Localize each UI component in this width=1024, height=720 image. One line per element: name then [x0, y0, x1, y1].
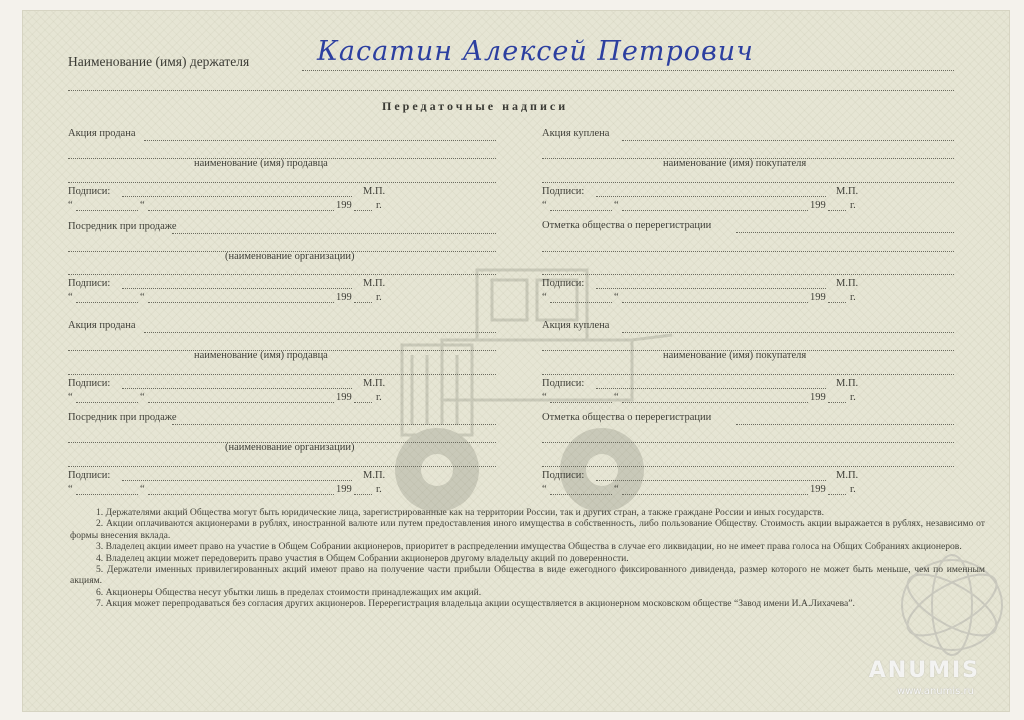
- date-quote-close: “: [614, 292, 619, 303]
- rule: [542, 466, 954, 467]
- rule: [622, 332, 954, 333]
- rule: [148, 402, 334, 403]
- rule: [828, 494, 846, 495]
- date-quote-close: “: [614, 484, 619, 495]
- reg-mark-label: Отметка общества о перерегистрации: [542, 412, 712, 423]
- signatures-label: Подписи:: [68, 378, 111, 389]
- watermark-brand: ANUMIS: [868, 658, 980, 683]
- rule: [622, 210, 808, 211]
- rule: [68, 374, 496, 375]
- signatures-label: Подписи:: [542, 186, 585, 197]
- rule: [76, 402, 138, 403]
- year-suffix: г.: [850, 292, 856, 303]
- rule: [122, 480, 352, 481]
- org-name-caption: (наименование организации): [225, 442, 355, 453]
- rule: [828, 302, 846, 303]
- rule: [172, 233, 496, 234]
- rule: [144, 332, 496, 333]
- rule: [828, 210, 846, 211]
- rule: [542, 374, 954, 375]
- rule: [76, 302, 138, 303]
- rule: [76, 210, 138, 211]
- broker-label: Посредник при продаже: [68, 412, 177, 423]
- rule: [122, 288, 352, 289]
- note-item: 2. Акции оплачиваются акционерами в рублях, иностранной валюте или путем предоставления иного имущества в собственность, либо пользование Обществу. Стоимость акции выражается в рублях, независимо от формы внесения вклада.: [70, 518, 985, 541]
- rule: [354, 402, 372, 403]
- rule: [68, 182, 496, 183]
- date-quote-close: “: [140, 200, 145, 211]
- year-suffix: г.: [376, 484, 382, 495]
- stamp-label: М.П.: [836, 470, 859, 481]
- buyer-name-caption: наименование (имя) покупателя: [663, 350, 807, 361]
- year-prefix: 199: [336, 292, 352, 303]
- date-quote-open: “: [542, 292, 547, 303]
- signatures-label: Подписи:: [542, 278, 585, 289]
- year-prefix: 199: [810, 484, 826, 495]
- share-sold-label: Акция продана: [68, 128, 136, 139]
- date-quote-open: “: [68, 200, 73, 211]
- signatures-label: Подписи:: [68, 278, 111, 289]
- seller-name-caption: наименование (имя) продавца: [194, 158, 328, 169]
- rule: [596, 480, 826, 481]
- share-certificate-back: [22, 10, 1010, 712]
- rule: [828, 402, 846, 403]
- broker-label: Посредник при продаже: [68, 221, 177, 232]
- date-quote-close: “: [140, 392, 145, 403]
- stamp-label: М.П.: [836, 278, 859, 289]
- note-item: 4. Владелец акции может передоверить право участия в Общем Собрании акционеров другому владельцу акций по доверенности.: [96, 552, 629, 564]
- year-prefix: 199: [336, 200, 352, 211]
- share-sold-label: Акция продана: [68, 320, 136, 331]
- rule: [122, 196, 352, 197]
- truck-illustration: [382, 265, 682, 525]
- rule: [596, 196, 826, 197]
- stamp-label: М.П.: [363, 378, 386, 389]
- signatures-label: Подписи:: [68, 186, 111, 197]
- holder-label: Наименование (имя) держателя: [68, 54, 250, 69]
- rule: [622, 402, 808, 403]
- rule: [148, 494, 334, 495]
- rule: [550, 494, 612, 495]
- buyer-name-caption: наименование (имя) покупателя: [663, 158, 807, 169]
- date-quote-open: “: [68, 292, 73, 303]
- date-quote-close: “: [140, 292, 145, 303]
- year-suffix: г.: [376, 392, 382, 403]
- rule: [68, 274, 496, 275]
- note-item: 5. Держатели именных привилегированных акций имеют право на получение части прибыли Общества в виде ежегодного фиксированного дивиденда, размер которого не может быть меньше, чем по именным акциям.: [70, 564, 985, 587]
- year-suffix: г.: [850, 392, 856, 403]
- date-quote-close: “: [614, 392, 619, 403]
- rule: [736, 424, 954, 425]
- rule: [148, 302, 334, 303]
- rule: [144, 140, 496, 141]
- share-bought-label: Акция куплена: [542, 128, 610, 139]
- rule: [354, 210, 372, 211]
- note-item: 1. Держателями акций Общества могут быть юридические лица, зарегистрированные как на территории России, так и других стран, а также граждане России и иных государств.: [96, 507, 825, 518]
- rule: [622, 302, 808, 303]
- holder-line: [302, 70, 954, 71]
- rule: [596, 388, 826, 389]
- rule: [76, 494, 138, 495]
- signatures-label: Подписи:: [68, 470, 111, 481]
- note-item: 7. Акция может перепродаваться без согласия других акционеров. Перерегистрация владельца акции осуществляется в акционерном московском обществе “Завод имени И.А.Лихачева”.: [96, 598, 855, 610]
- year-suffix: г.: [850, 200, 856, 211]
- date-quote-open: “: [68, 484, 73, 495]
- rule: [542, 251, 954, 252]
- watermark-url: www.anumis.ru: [897, 686, 974, 697]
- year-prefix: 199: [810, 292, 826, 303]
- rule: [354, 494, 372, 495]
- seller-name-caption: наименование (имя) продавца: [194, 350, 328, 361]
- share-bought-label: Акция куплена: [542, 320, 610, 331]
- year-suffix: г.: [376, 292, 382, 303]
- stamp-label: М.П.: [836, 378, 859, 389]
- holder-name-signature: Касатин Алексей Петрович: [317, 36, 754, 67]
- rule: [172, 424, 496, 425]
- year-suffix: г.: [376, 200, 382, 211]
- date-quote-close: “: [614, 200, 619, 211]
- rule: [542, 182, 954, 183]
- reg-mark-label: Отметка общества о перерегистрации: [542, 220, 712, 231]
- rule: [622, 140, 954, 141]
- rule: [148, 210, 334, 211]
- stamp-label: М.П.: [836, 186, 859, 197]
- rule: [736, 232, 954, 233]
- rule: [622, 494, 808, 495]
- signatures-label: Подписи:: [542, 378, 585, 389]
- date-quote-close: “: [140, 484, 145, 495]
- date-quote-open: “: [542, 200, 547, 211]
- terms-notes: [70, 507, 985, 610]
- section-heading: Передаточные надписи: [382, 99, 569, 113]
- stamp-label: М.П.: [363, 470, 386, 481]
- year-prefix: 199: [336, 392, 352, 403]
- rule: [550, 302, 612, 303]
- year-prefix: 199: [810, 392, 826, 403]
- date-quote-open: “: [542, 484, 547, 495]
- stamp-label: М.П.: [363, 186, 386, 197]
- note-item: 6. Акционеры Общества несут убытки лишь в пределах стоимости принадлежащих им акций.: [96, 586, 482, 598]
- stamp-label: М.П.: [363, 278, 386, 289]
- date-quote-open: “: [68, 392, 73, 403]
- org-name-caption: (наименование организации): [225, 251, 355, 262]
- rule: [542, 274, 954, 275]
- rule: [550, 402, 612, 403]
- holder-line-2: [68, 90, 954, 91]
- rule: [354, 302, 372, 303]
- rule: [68, 466, 496, 467]
- year-prefix: 199: [336, 484, 352, 495]
- rule: [122, 388, 352, 389]
- rule: [542, 442, 954, 443]
- date-quote-open: “: [542, 392, 547, 403]
- year-suffix: г.: [850, 484, 856, 495]
- signatures-label: Подписи:: [542, 470, 585, 481]
- rule: [550, 210, 612, 211]
- rule: [596, 288, 826, 289]
- note-item: 3. Владелец акции имеет право на участие в Общем Собрании акционеров, приоритет в распределении имущества Общества в случае его ликвидации, но не имеет права голоса на Общих Собраниях акционеров.: [96, 541, 962, 553]
- year-prefix: 199: [810, 200, 826, 211]
